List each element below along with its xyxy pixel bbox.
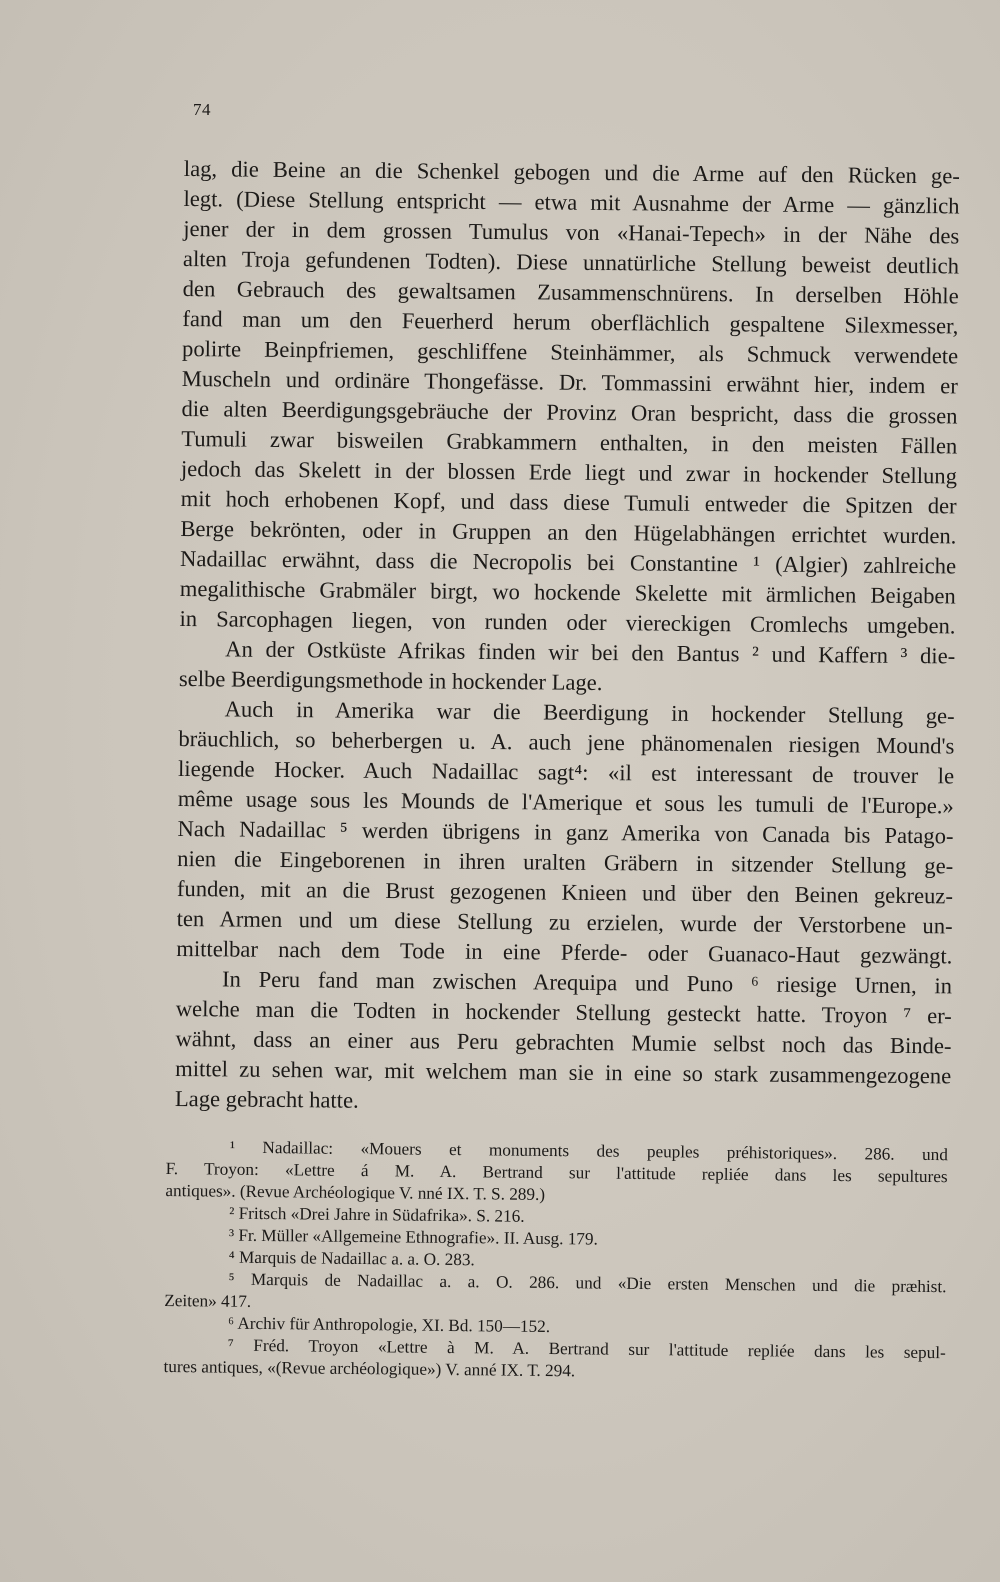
footnote-line-2: F. Troyon: «Lettre á M. A. Bertrand sur l'attitude repliée dans les sepultures: [165, 1158, 948, 1187]
body-line-11: jedoch das Skelett in der blossen Erde liegt und zwar in hockender Stellung: [180, 455, 958, 489]
body-line-10: Tumuli zwar bisweilen Grabkammern enthalten, in den meisten Fällen: [181, 425, 958, 459]
body-line-8: Muscheln und ordinäre Thongefässe. Dr. Tommassini erwähnt hier, indem er: [181, 365, 958, 399]
footnote-line-6: ⁴ Marquis de Nadaillac a. a. O. 283.: [228, 1247, 475, 1270]
body-line-12: mit hoch erhobenen Kopf, und dass diese Tumuli entweder die Spitzen der: [180, 485, 957, 519]
body-line-29: welche man die Todten in hockender Stellung gesteckt hatte. Troyon ⁷ er-: [175, 995, 952, 1029]
body-line-32: Lage gebracht hatte.: [174, 1085, 359, 1113]
body-line-19: Auch in Amerika war die Beerdigung in hockender Stellung ge-: [224, 696, 955, 729]
body-line-25: funden, mit an die Brust gezogenen Knieen und über den Beinen gekreuz-: [176, 875, 954, 909]
body-line-4: alten Troja gefundenen Todten). Diese unnatürliche Stellung beweist deutlich: [182, 245, 960, 279]
body-line-14: Nadaillac erwähnt, dass die Necropolis bei Constantine ¹ (Algier) zahlreiche: [179, 545, 957, 579]
body-line-30: wähnt, dass an einer aus Peru gebrachten Mumie selbst noch das Binde-: [175, 1025, 952, 1059]
body-line-28: In Peru fand man zwischen Arequipa und Puno ⁶ riesige Urnen, in: [221, 966, 953, 999]
body-line-24: nien die Eingeborenen in ihren uralten Gräbern in sitzender Stellung ge-: [177, 845, 954, 879]
body-line-21: liegende Hocker. Auch Nadaillac sagt⁴: «il est interessant de trouver le: [177, 755, 955, 789]
footnotes: [163, 1136, 947, 1386]
body-line-13: Berge bekrönten, oder in Gruppen an den Hügelabhängen errichtet wurden.: [180, 515, 957, 549]
footnote-line-10: ⁷ Fréd. Troyon «Lettre à M. A. Bertrand sur l'attitude repliée dans les sepul-: [227, 1335, 946, 1363]
body-line-23: Nach Nadaillac ⁵ werden übrigens in ganz Amerika von Canada bis Patago-: [177, 815, 954, 849]
footnote-line-5: ³ Fr. Müller «Allgemeine Ethnografie». II. Ausg. 179.: [228, 1225, 598, 1249]
footnote-line-7: ⁵ Marquis de Nadaillac a. a. O. 286. und «Die ersten Menschen und die præhist.: [228, 1269, 947, 1297]
footnote-line-3: antiques». (Revue Archéologique V. nné IX. T. S. 289.): [165, 1180, 546, 1204]
body-line-5: den Gebrauch des gewaltsamen Zusammenschnürens. In derselben Höhle: [182, 275, 959, 309]
page-number: 74: [193, 100, 211, 119]
body-line-26: ten Armen und um diese Stellung zu erzielen, wurde der Verstorbene un-: [176, 905, 953, 939]
footnote-line-1: ¹ Nadaillac: «Mouers et monuments des peuples préhistoriques». 286. und: [229, 1137, 948, 1165]
body-line-18: selbe Beerdigungsmethode in hockender Lage.: [178, 665, 603, 696]
body-line-31: mittel zu sehen war, mit welchem man sie in eine so stark zusammengezogene: [175, 1055, 952, 1089]
footnote-line-11: tures antiques, «(Revue archéologique») V. anné IX. T. 294.: [163, 1356, 576, 1381]
body-line-6: fand man um den Feuerherd herum oberflächlich gespaltene Silexmesser,: [182, 305, 959, 339]
body-line-20: bräuchlich, so beherbergen u. A. auch jene phänomenalen riesigen Mound's: [178, 725, 955, 759]
body-line-9: die alten Beerdigungsgebräuche der Provinz Oran bespricht, dass die grossen: [181, 395, 958, 429]
body-line-16: in Sarcophagen liegen, von runden oder viereckigen Cromlechs umgeben.: [179, 605, 956, 639]
body-line-17: An der Ostküste Afrikas finden wir bei den Bantus ² und Kaffern ³ die-: [225, 636, 956, 669]
body-line-7: polirte Beinpfriemen, geschliffene Steinhämmer, als Schmuck verwendete: [182, 335, 959, 369]
body-line-15: megalithische Grabmäler birgt, wo hockende Skelette mit ärmlichen Beigaben: [179, 575, 956, 609]
body-line-1: lag, die Beine an die Schenkel gebogen und die Arme auf den Rücken ge-: [183, 155, 960, 189]
body-line-2: legt. (Diese Stellung entspricht — etwa mit Ausnahme der Arme — gänzlich: [183, 185, 960, 219]
footnote-line-9: ⁶ Archiv für Anthropologie, XI. Bd. 150—152.: [227, 1313, 551, 1337]
body-text: [175, 154, 960, 1121]
footnote-line-8: Zeiten» 417.: [164, 1290, 252, 1311]
body-line-3: jener der in dem grossen Tumulus von «Hanai-Tepech» in der Nähe des: [183, 215, 960, 249]
body-line-27: mittelbar nach dem Tode in eine Pferde- oder Guanaco-Haut gezwängt.: [176, 935, 953, 969]
body-line-22: même usage sous les Mounds de l'Amerique et sous les tumuli de l'Europe.»: [177, 785, 954, 819]
footnote-line-4: ² Fritsch «Drei Jahre in Südafrika». S. 216.: [229, 1203, 525, 1226]
